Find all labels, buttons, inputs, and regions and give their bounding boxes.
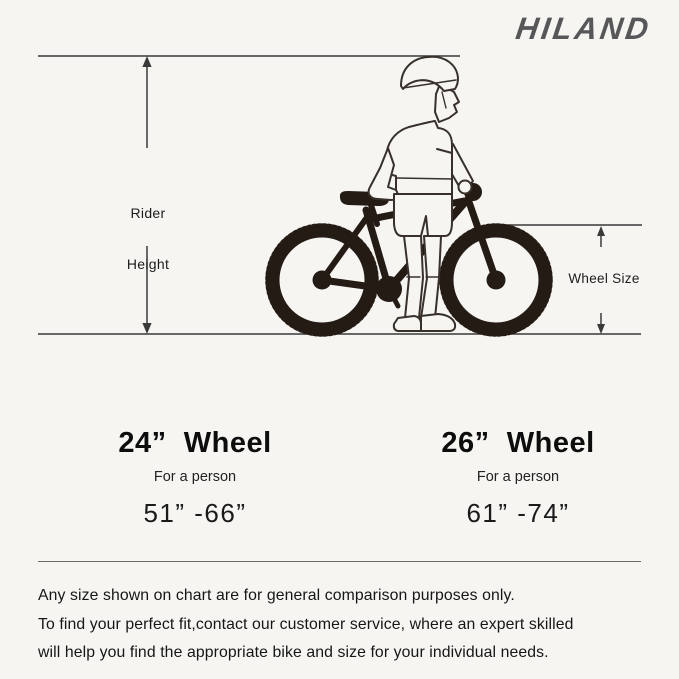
wheel-24-subtitle: For a person bbox=[153, 469, 237, 485]
wheel-24-height-range: 51” -66” bbox=[143, 498, 247, 528]
rider-figure bbox=[381, 57, 473, 196]
wheel-option-26 bbox=[441, 427, 594, 529]
disclaimer-text bbox=[38, 582, 573, 668]
rider-height-line1: Rider bbox=[130, 205, 166, 221]
rider-far-hand bbox=[459, 181, 472, 194]
wheel-24-title: 24” Wheel bbox=[118, 427, 272, 459]
disclaimer-line1: Any size shown on chart are for general comparison purposes only. bbox=[38, 587, 515, 604]
rider-height-label bbox=[127, 171, 169, 307]
wheel-26-title: 26” Wheel bbox=[441, 427, 595, 459]
rider-helmet-icon bbox=[401, 57, 458, 91]
brand-logo: HILAND bbox=[513, 11, 654, 46]
wheel-size-label: Wheel Size bbox=[568, 271, 640, 286]
rider-far-shoe bbox=[421, 314, 455, 331]
wheel-option-24 bbox=[118, 427, 271, 529]
divider-line bbox=[38, 561, 641, 562]
disclaimer-line2: To find your perfect fit,contact our customer service, where an expert skilled bbox=[38, 615, 574, 633]
rider-height-line2: Height bbox=[126, 256, 170, 272]
rider-shorts bbox=[394, 194, 452, 236]
disclaimer-line3: will help you find the appropriate bike and size for your individual needs. bbox=[38, 644, 549, 661]
wheel-26-height-range: 61” -74” bbox=[466, 498, 570, 528]
rider-near-shoe bbox=[394, 316, 421, 331]
wheel-26-subtitle: For a person bbox=[476, 469, 560, 485]
